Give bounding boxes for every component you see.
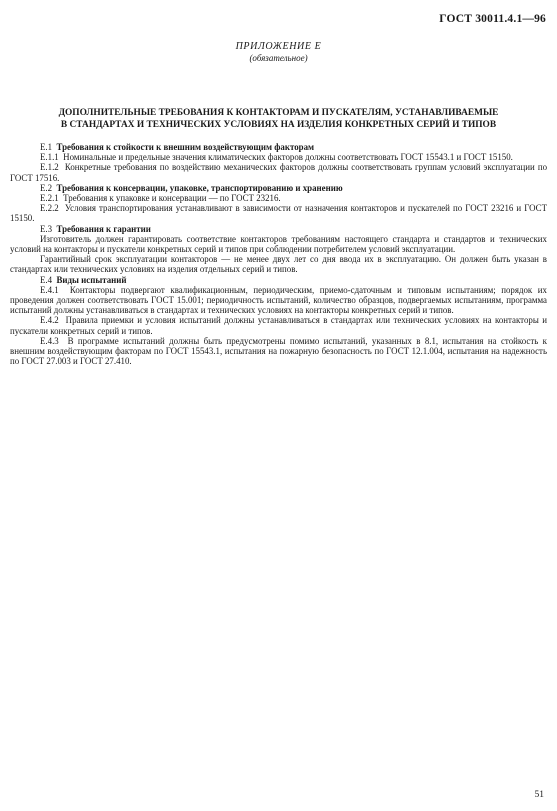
clause-text: Условия транспортирования устанавливают в зависимости от назначения контакторов и пускателей по ГОСТ 23216 и ГОСТ 15150.	[10, 203, 548, 224]
section-title-line-2: В СТАНДАРТАХ И ТЕХНИЧЕСКИХ УСЛОВИЯХ НА ИЗДЕЛИЯ КОНКРЕТНЫХ СЕРИЙ И ТИПОВ	[60, 119, 497, 130]
clause-heading: Требования к гарантии	[56, 223, 151, 234]
clause-number: Е.4	[40, 274, 53, 285]
clause-text: Контакторы подвергают квалификационным, периодическим, приемо-сдаточным и типовым испытаниям; порядок их проведения должен соответствовать ГОСТ 15.001; периодичность испытаний, количество образцов, подвергаемых испытаниям, программа испытаний должны устанавливаться в стандартах и технических условиях на контакторы конкретных серий и типов.	[10, 284, 547, 316]
clause-text: В программе испытаний должны быть предусмотрены помимо испытаний, указанных в 8.1, испытания на стойкость к внешним воздействующим факторам по ГОСТ 15543.1, испытания на пожарную безопасность по ГОСТ 12.1.004, испытания на надежность по ГОСТ 27.003 и ГОСТ 27.410.	[10, 335, 547, 367]
clause-e2-2	[10, 203, 547, 223]
clause-number: Е.4.3	[40, 335, 59, 346]
clause-e3	[10, 224, 547, 234]
appendix-note: (обязательное)	[249, 53, 308, 63]
clause-number: Е.1.1	[40, 152, 59, 163]
clause-e1-2	[10, 162, 547, 182]
clause-number: Е.3	[40, 223, 53, 234]
clause-e4	[10, 275, 547, 285]
clause-text: Номинальные и предельные значения климатических факторов должны соответствовать ГОСТ 15543.1 и ГОСТ 15150.	[63, 152, 513, 163]
section-title	[14, 108, 543, 131]
appendix-title: ПРИЛОЖЕНИЕ Е	[235, 41, 322, 52]
clause-number: Е.1.2	[40, 162, 59, 173]
clause-e4-2	[10, 315, 547, 335]
clause-number: Е.2.2	[40, 203, 59, 214]
clause-e4-3	[10, 336, 547, 367]
clause-e3-paragraph-2	[10, 254, 547, 274]
clause-text: Изготовитель должен гарантировать соответствие контакторов требованиям настоящего стандарта и стандартов и технических условий на контакторы и пускатели конкретных серий и типов при соблюдении потребителем условий эксплуатации.	[10, 233, 547, 255]
clause-e2	[10, 183, 547, 193]
clause-text: Конкретные требования по воздействию механических факторов должны соответствовать группам условий эксплуатации по ГОСТ 17516.	[10, 162, 548, 183]
clause-number: Е.1	[40, 142, 53, 152]
clause-number: Е.4.2	[40, 315, 59, 326]
clause-e1	[10, 142, 547, 152]
body-text	[10, 142, 547, 366]
clause-heading: Требования к консервации, упаковке, транспортированию и хранению	[56, 182, 343, 193]
clause-e4-1	[10, 285, 547, 316]
clause-text: Гарантийный срок эксплуатации контакторов — не менее двух лет со дня ввода их в эксплуатацию. Он должен быть указан в стандартах или технических условиях на изделия отдельных серий и типов.	[10, 254, 547, 275]
clause-heading: Виды испытаний	[56, 274, 127, 285]
page-header-standard: ГОСТ 30011.4.1—96	[439, 13, 546, 25]
clause-number: Е.4.1	[40, 284, 59, 295]
clause-text: Требования к упаковке и консервации — по ГОСТ 23216.	[63, 193, 281, 204]
clause-heading: Требования к стойкости к внешним воздействующим факторам	[56, 142, 315, 152]
page-number: 51	[534, 790, 544, 800]
section-title-line-1: ДОПОЛНИТЕЛЬНЫЕ ТРЕБОВАНИЯ К КОНТАКТОРАМ И ПУСКАТЕЛЯМ, УСТАНАВЛИВАЕМЫЕ	[58, 108, 499, 118]
clause-number: Е.2.1	[40, 193, 59, 204]
clause-text: Правила приемки и условия испытаний должны устанавливаться в стандартах или технических условиях на контакторы и пускатели конкретных серий и типов.	[10, 315, 547, 336]
clause-e3-paragraph-1	[10, 234, 547, 254]
clause-number: Е.2	[40, 182, 53, 193]
clause-e2-1	[10, 193, 547, 203]
clause-e1-1	[10, 152, 547, 162]
